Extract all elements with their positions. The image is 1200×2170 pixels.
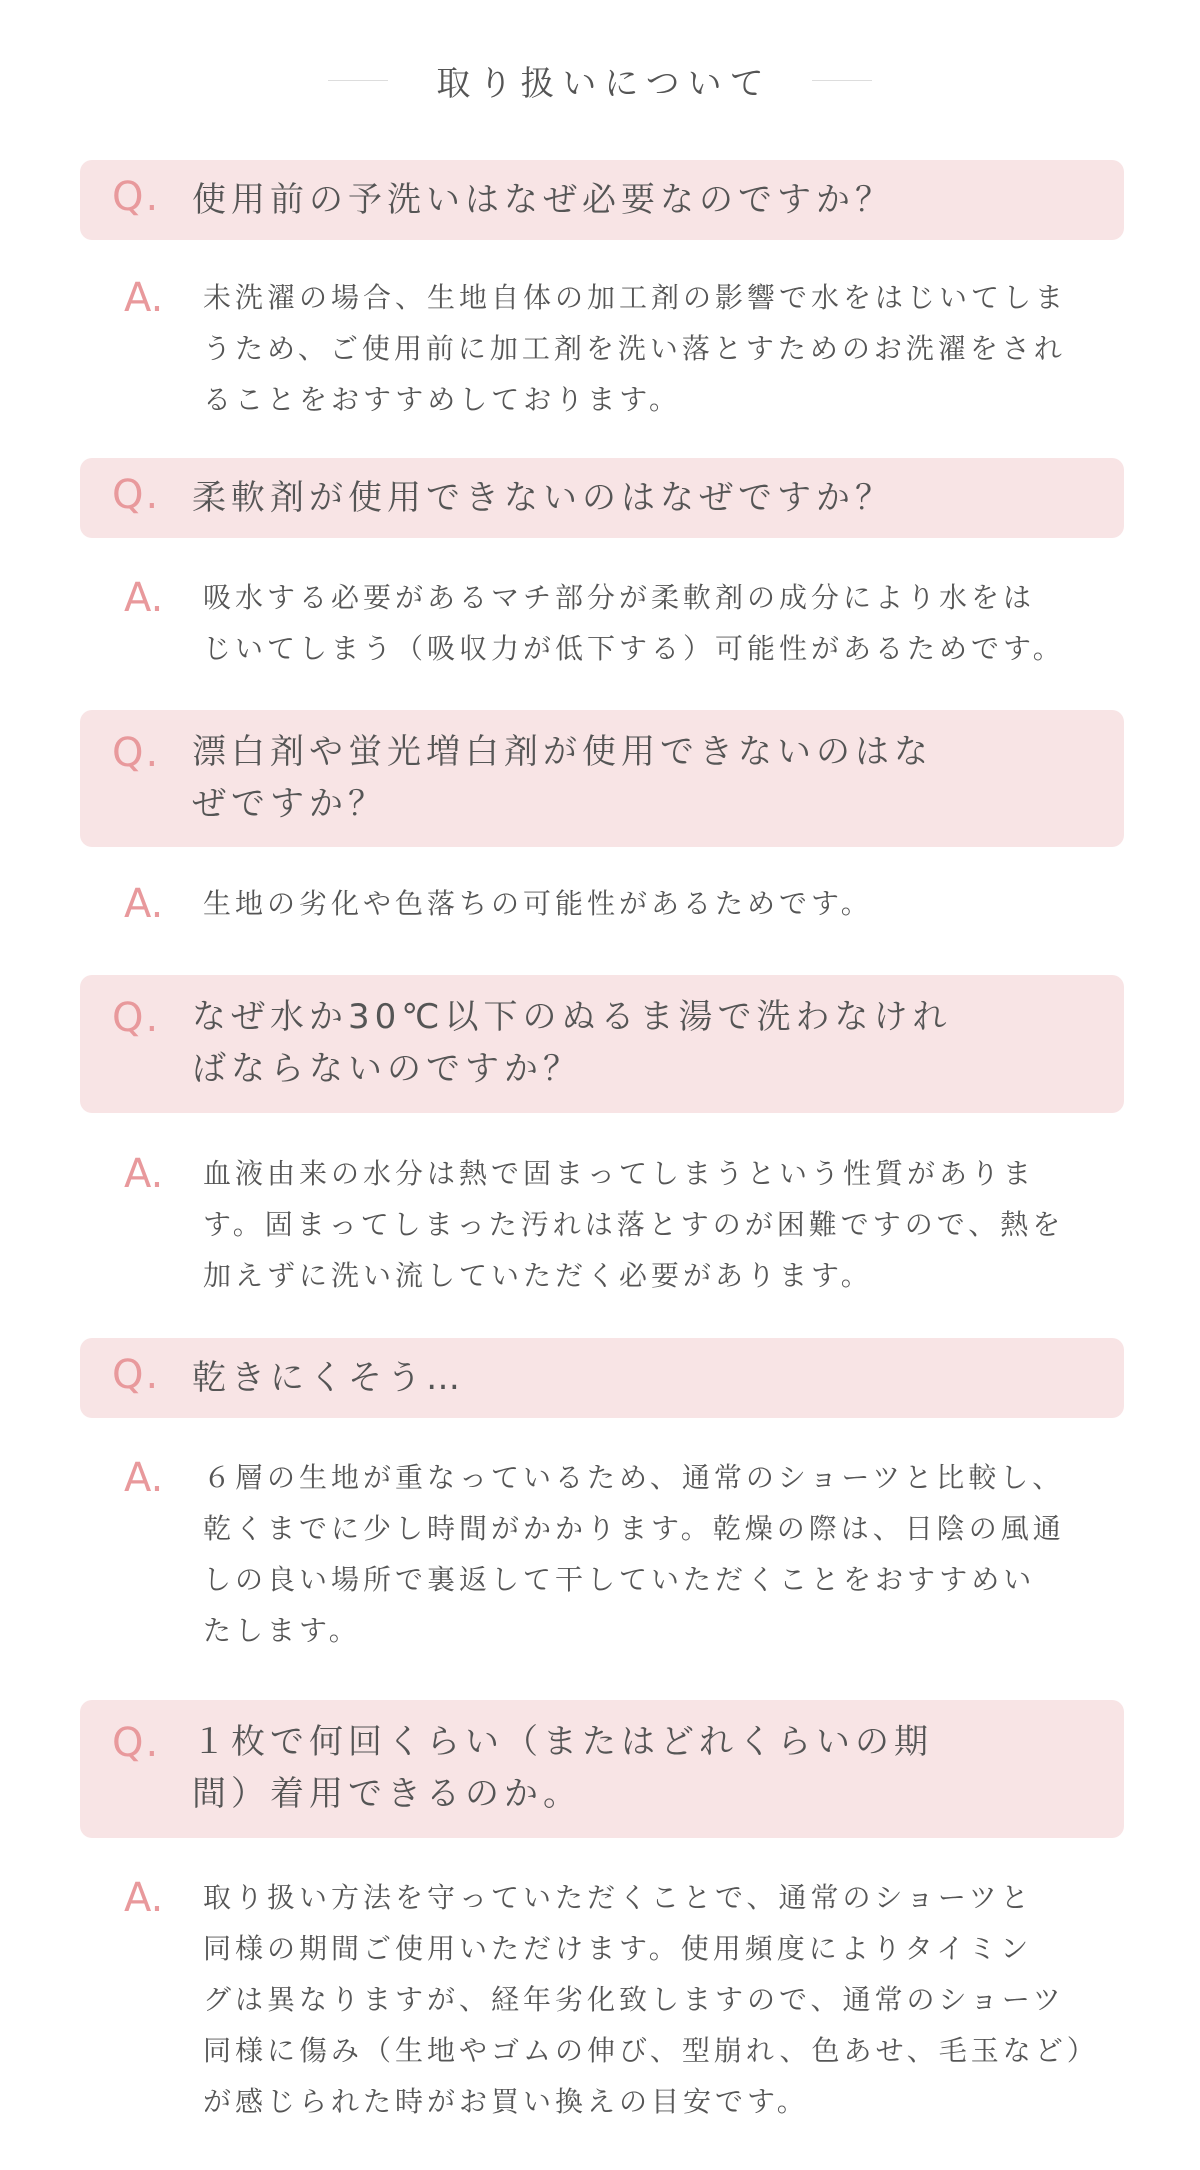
question-mark: Q. bbox=[112, 174, 161, 220]
question-text bbox=[192, 1716, 933, 1820]
answer-text bbox=[203, 572, 1093, 674]
answer-line: 吸水する必要があるマチ部分が柔軟剤の成分により水をは bbox=[203, 581, 1036, 614]
question-line: ばならないのですか？ bbox=[192, 1049, 582, 1089]
answer-line: 血液由来の水分は熱で固まってしまうという性質がありま bbox=[203, 1157, 1036, 1190]
answer-line: が感じられた時がお買い換えの目安です。 bbox=[203, 2085, 809, 2118]
answer-line: 取り扱い方法を守っていただくことで、通常のショーツと bbox=[203, 1881, 1033, 1914]
answer-text bbox=[203, 1148, 1093, 1301]
answer-line: じいてしまう（吸収力が低下する）可能性があるためです。 bbox=[203, 632, 1065, 665]
question-text bbox=[192, 991, 951, 1095]
answer-mark: A. bbox=[124, 275, 164, 321]
answer-mark: A. bbox=[124, 1875, 164, 1921]
question-line: 漂白剤や蛍光増白剤が使用できないのはな bbox=[192, 732, 933, 772]
answer-text bbox=[203, 1872, 1099, 2127]
question-text bbox=[192, 174, 894, 226]
question-text bbox=[192, 1352, 465, 1404]
answer-line: 同様に傷み（生地やゴムの伸び、型崩れ、色あせ、毛玉など） bbox=[203, 2034, 1099, 2067]
title-divider-left bbox=[328, 80, 388, 81]
question-mark: Q. bbox=[112, 1720, 161, 1766]
answer-line: グは異なりますが、経年劣化致しますので、通常のショーツ bbox=[203, 1983, 1065, 2016]
answer-line: 乾くまでに少し時間がかかります。乾燥の際は、日陰の風通 bbox=[203, 1512, 1065, 1545]
question-line: なぜ水か30℃以下のぬるま湯で洗わなけれ bbox=[192, 997, 952, 1037]
answer-mark: A. bbox=[124, 881, 164, 927]
faq-question-2 bbox=[80, 458, 1124, 538]
faq-question-6 bbox=[80, 1700, 1124, 1838]
answer-line: 同様の期間ご使用いただけます。使用頻度によりタイミン bbox=[203, 1932, 1033, 1965]
answer-line: す。固まってしまった汚れは落とすのが困難ですので、熱を bbox=[203, 1208, 1065, 1241]
answer-text bbox=[203, 878, 1093, 929]
question-mark: Q. bbox=[112, 995, 161, 1041]
answer-text bbox=[203, 1452, 1093, 1656]
answer-line: 加えずに洗い流していただく必要があります。 bbox=[203, 1259, 873, 1292]
answer-line: ６層の生地が重なっているため、通常のショーツと比較し、 bbox=[203, 1461, 1065, 1494]
answer-text bbox=[203, 272, 1093, 425]
answer-line: しの良い場所で裏返して干していただくことをおすすめい bbox=[203, 1563, 1036, 1596]
question-line: 柔軟剤が使用できないのはなぜですか？ bbox=[192, 478, 894, 518]
title-divider-right bbox=[812, 80, 872, 81]
answer-line: うため、ご使用前に加工剤を洗い落とすためのお洗濯をされ bbox=[203, 332, 1066, 365]
question-mark: Q. bbox=[112, 1352, 161, 1398]
question-line: ぜですか？ bbox=[192, 784, 387, 824]
answer-line: たします。 bbox=[203, 1614, 361, 1647]
answer-line: ることをおすすめしております。 bbox=[203, 383, 682, 416]
answer-mark: A. bbox=[124, 575, 164, 621]
question-text bbox=[192, 726, 933, 830]
question-mark: Q. bbox=[112, 730, 161, 776]
faq-question-1 bbox=[80, 160, 1124, 240]
answer-mark: A. bbox=[124, 1151, 164, 1197]
faq-question-4 bbox=[80, 975, 1124, 1113]
question-line: 間）着用できるのか。 bbox=[192, 1774, 582, 1814]
faq-question-3 bbox=[80, 710, 1124, 847]
page-title: 取り扱いについて bbox=[436, 63, 772, 104]
faq-question-5 bbox=[80, 1338, 1124, 1418]
answer-line: 未洗濯の場合、生地自体の加工剤の影響で水をはじいてしま bbox=[203, 281, 1068, 314]
question-mark: Q. bbox=[112, 472, 161, 518]
answer-line: 生地の劣化や色落ちの可能性があるためです。 bbox=[203, 887, 873, 920]
section-header bbox=[0, 50, 1200, 110]
question-line: 乾きにくそう… bbox=[192, 1358, 465, 1398]
question-text bbox=[192, 472, 894, 524]
question-line: １枚で何回くらい（またはどれくらいの期 bbox=[192, 1722, 933, 1762]
question-line: 使用前の予洗いはなぜ必要なのですか？ bbox=[192, 180, 894, 220]
answer-mark: A. bbox=[124, 1455, 164, 1501]
